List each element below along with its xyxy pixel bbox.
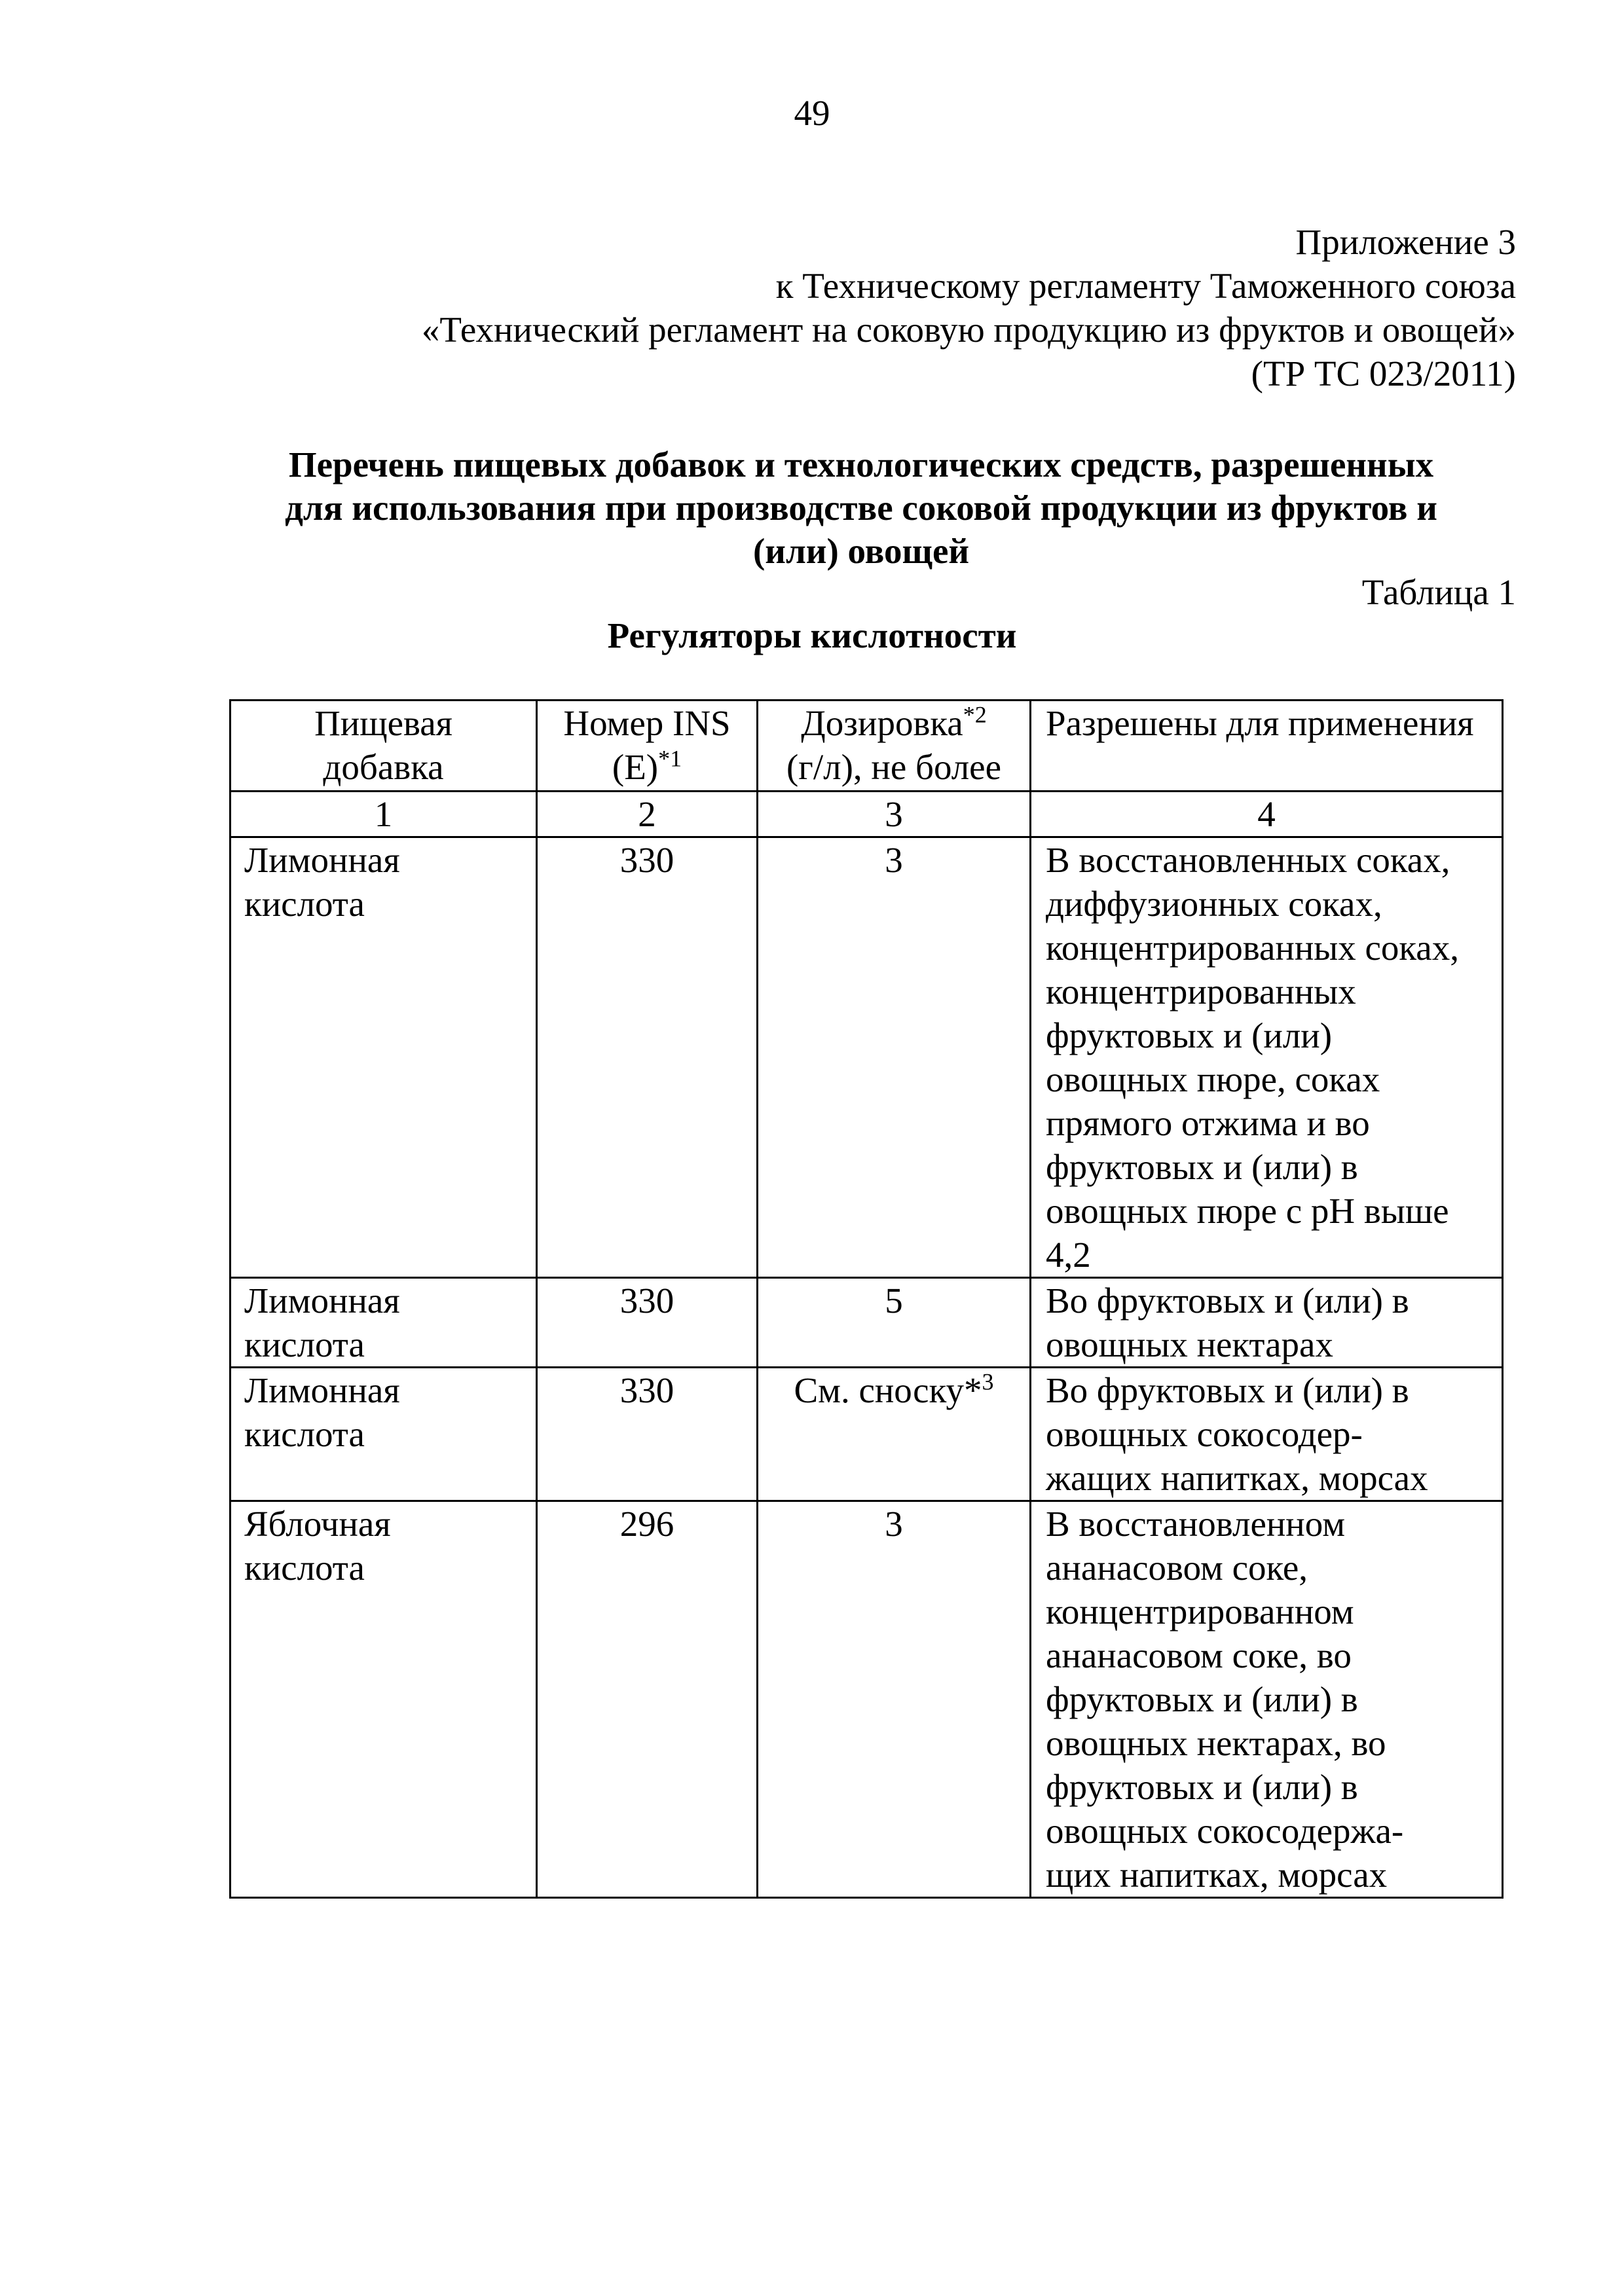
document-title-line: для использования при производстве соковой продукции из фруктов и (285, 488, 1437, 528)
permitted-use-line: овощных нектарах (1046, 1324, 1333, 1364)
dosage-cell (758, 1278, 1031, 1368)
footnote-marker: *1 (658, 745, 682, 772)
additive-name-line: кислота (244, 1548, 365, 1588)
additive-name-line: Яблочная (244, 1504, 391, 1544)
additive-name-cell (231, 837, 537, 1278)
permitted-use-line: диффузионных соках, (1046, 884, 1382, 924)
header-food-additive (231, 701, 537, 792)
permitted-use-line: ананасовом соке, во (1046, 1635, 1352, 1675)
ins-number-cell: 330 (537, 1278, 758, 1368)
document-title-line: (или) овощей (752, 531, 970, 571)
dosage-cell (758, 1368, 1031, 1501)
additive-name-cell (231, 1368, 537, 1501)
header-text: (E) (612, 747, 659, 787)
ins-number-cell: 296 (537, 1501, 758, 1898)
additive-name-line: Лимонная (244, 1370, 400, 1410)
permitted-use-line: фруктовых и (или) (1046, 1015, 1333, 1055)
table-row (231, 1368, 1503, 1501)
table-row (231, 837, 1503, 1278)
permitted-use-line: концентрированных соках, (1046, 928, 1459, 968)
appendix-header (141, 220, 1516, 395)
permitted-use-line: прямого отжима и во (1046, 1103, 1370, 1143)
additive-name-line: Лимонная (244, 1281, 400, 1321)
permitted-use-line: щих напитках, морсах (1046, 1855, 1388, 1895)
header-dosage (758, 701, 1031, 792)
document-title (229, 443, 1493, 573)
permitted-use-line: В восстановленном (1046, 1504, 1345, 1544)
permitted-use-line: 4,2 (1046, 1235, 1091, 1275)
dosage-value: 3 (885, 840, 903, 880)
permitted-use-line: В восстановленных соках, (1046, 840, 1450, 880)
header-text: Номер INS (563, 703, 731, 743)
permitted-use-line: Во фруктовых и (или) в (1046, 1281, 1409, 1321)
permitted-use-line: концентрированном (1046, 1592, 1354, 1631)
header-permitted-use (1031, 701, 1503, 792)
dosage-value: См. сноску* (794, 1370, 982, 1410)
additive-name-cell (231, 1501, 537, 1898)
acidity-regulators-table (229, 699, 1504, 1899)
column-number-row (231, 792, 1503, 837)
table-body (231, 837, 1503, 1898)
column-number: 2 (537, 792, 758, 837)
permitted-use-line: овощных сокосодержа- (1046, 1811, 1404, 1851)
permitted-use-line: фруктовых и (или) в (1046, 1679, 1358, 1719)
dosage-value: 5 (885, 1281, 903, 1321)
header-text: Пищевая (314, 703, 452, 743)
permitted-use-line: овощных сокосодер- (1046, 1414, 1363, 1454)
permitted-use-line: фруктовых и (или) в (1046, 1767, 1358, 1807)
column-number: 3 (758, 792, 1031, 837)
page-number: 49 (794, 93, 830, 133)
permitted-use-line: ананасовом соке, (1046, 1548, 1308, 1588)
additive-name-line: кислота (244, 1324, 365, 1364)
permitted-use-line: фруктовых и (или) в (1046, 1147, 1358, 1187)
dosage-cell (758, 837, 1031, 1278)
table-header-row (231, 701, 1503, 792)
permitted-use-cell (1031, 1278, 1503, 1368)
column-number: 1 (231, 792, 537, 837)
appendix-line: «Технический регламент на соковую продукцию из фруктов и овощей» (421, 310, 1516, 350)
document-title-line: Перечень пищевых добавок и технологических средств, разрешенных (288, 445, 1434, 484)
dosage-value: 3 (885, 1504, 903, 1544)
permitted-use-cell (1031, 1368, 1503, 1501)
appendix-line: к Техническому регламенту Таможенного союза (775, 266, 1516, 306)
permitted-use-cell (1031, 837, 1503, 1278)
permitted-use-line: овощных пюре, соках (1046, 1059, 1380, 1099)
table-label: Таблица 1 (1361, 572, 1516, 612)
table-row (231, 1501, 1503, 1898)
footnote-marker: 3 (982, 1368, 994, 1395)
header-ins-number (537, 701, 758, 792)
ins-number-cell: 330 (537, 837, 758, 1278)
header-text: (г/л), не более (786, 747, 1002, 787)
appendix-line: (ТР ТС 023/2011) (1251, 354, 1516, 393)
permitted-use-line: концентрированных (1046, 972, 1356, 1011)
header-text: Дозировка (801, 703, 963, 743)
permitted-use-line: овощных пюре с pH выше (1046, 1191, 1449, 1231)
footnote-marker: *2 (963, 701, 987, 728)
additive-name-line: кислота (244, 1414, 365, 1454)
permitted-use-line: жащих напитках, морсах (1046, 1458, 1428, 1498)
table-caption: Регуляторы кислотности (607, 615, 1017, 655)
permitted-use-cell (1031, 1501, 1503, 1898)
header-text: добавка (323, 747, 444, 787)
additive-name-line: Лимонная (244, 840, 400, 880)
permitted-use-line: Во фруктовых и (или) в (1046, 1370, 1409, 1410)
additive-name-cell (231, 1278, 537, 1368)
appendix-line: Приложение 3 (1295, 222, 1516, 262)
header-text: Разрешены для применения (1046, 703, 1474, 743)
permitted-use-line: овощных нектарах, во (1046, 1723, 1386, 1763)
dosage-cell (758, 1501, 1031, 1898)
additive-name-line: кислота (244, 884, 365, 924)
table-row (231, 1278, 1503, 1368)
column-number: 4 (1031, 792, 1503, 837)
ins-number-cell: 330 (537, 1368, 758, 1501)
